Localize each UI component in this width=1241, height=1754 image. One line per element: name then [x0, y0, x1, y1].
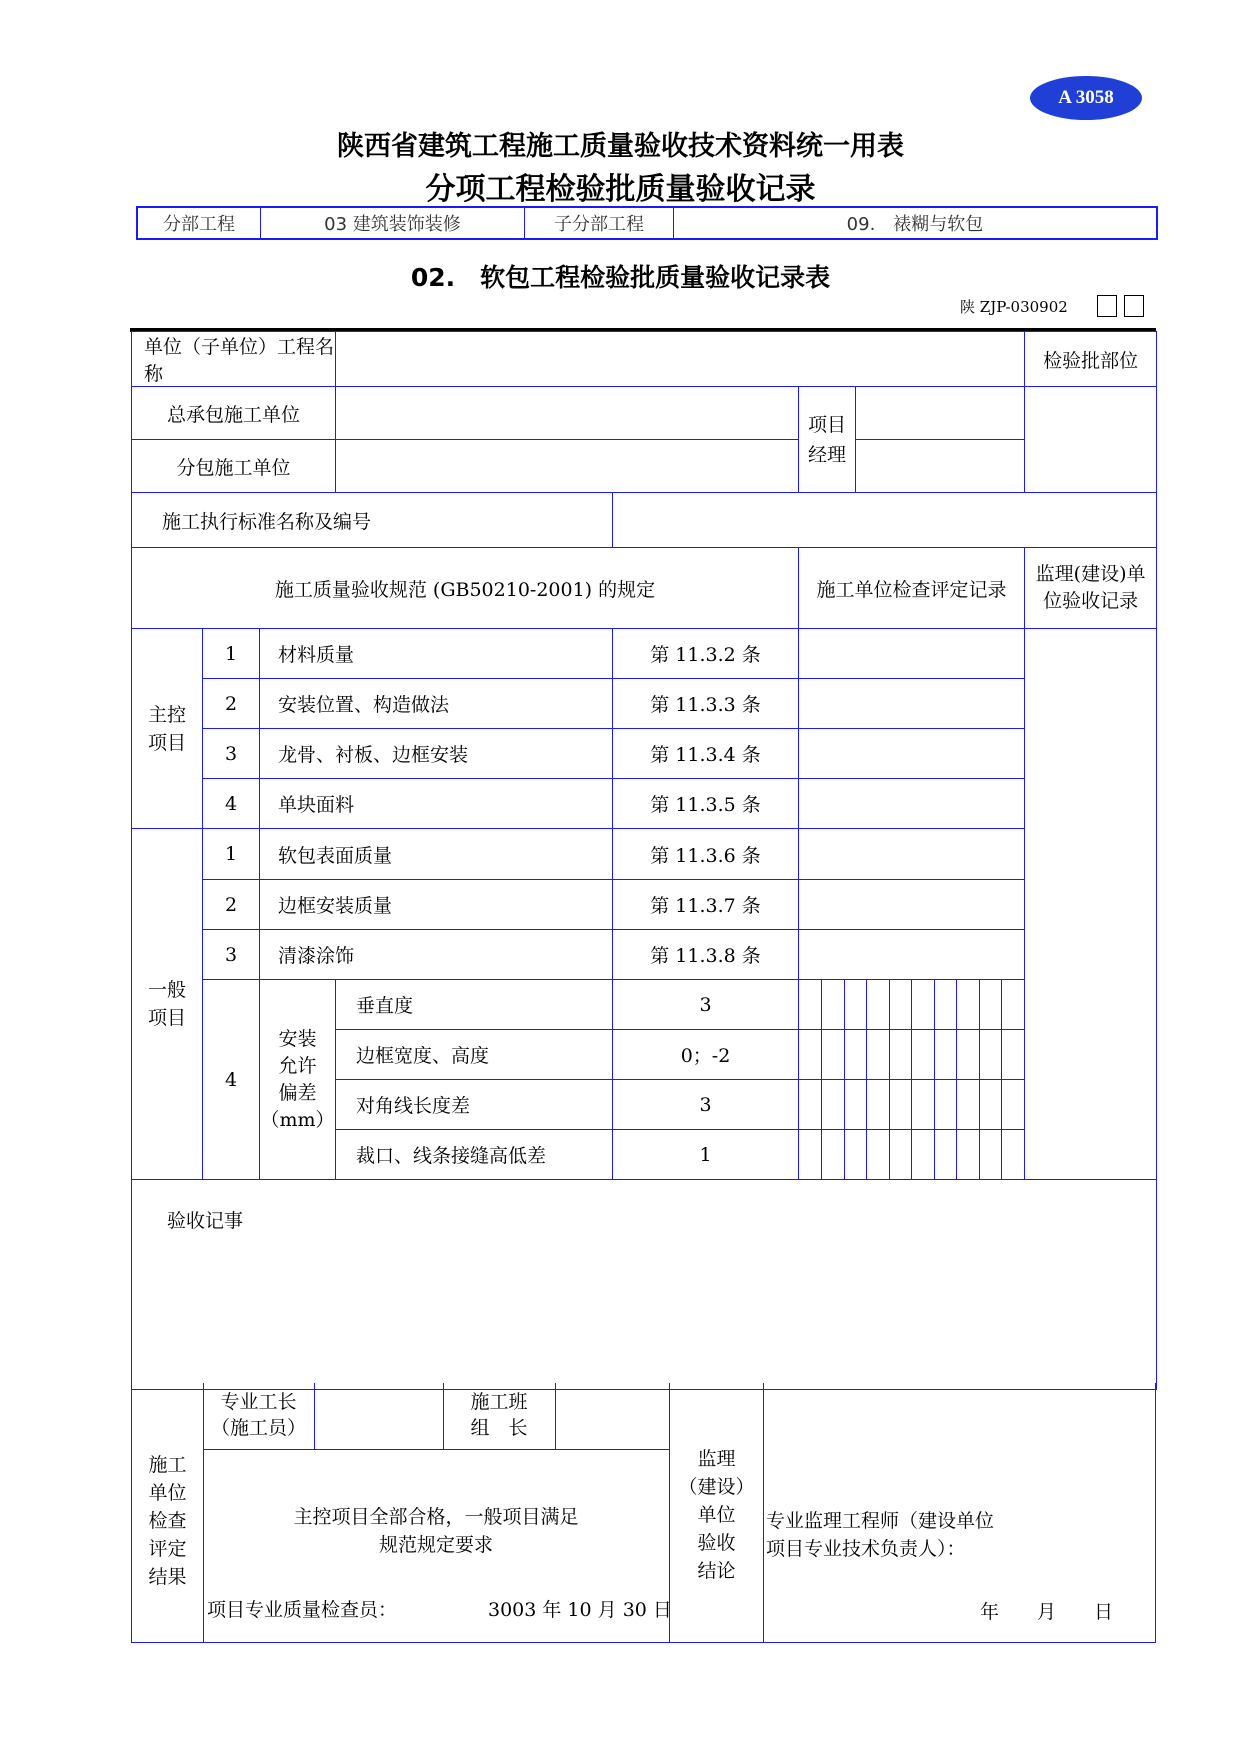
item-name: 安装位置、构造做法: [260, 679, 613, 729]
footer-block: [131, 1383, 1156, 1643]
unit-name-value[interactable]: [336, 332, 1025, 387]
tolerance-value: 3: [613, 980, 799, 1030]
contractor-check-cell[interactable]: [799, 829, 1025, 880]
batch-location-label: 检验批部位: [1025, 332, 1157, 387]
item-name: 软包表面质量: [260, 829, 613, 880]
table-row: [132, 729, 1157, 779]
contractor-check-cell[interactable]: [799, 729, 1025, 779]
tolerance-label: 安装 允许 偏差 （mm）: [260, 980, 336, 1180]
tolerance-item-name: 裁口、线条接缝高低差: [336, 1130, 613, 1180]
item-name: 清漆涂饰: [260, 930, 613, 980]
table-row: [132, 779, 1157, 829]
item-clause: 第 11.3.2 条: [613, 629, 799, 679]
item-number: 1: [203, 829, 260, 880]
team-leader-label: 施工班 组 长: [443, 1383, 556, 1449]
foreman-signature[interactable]: [315, 1383, 444, 1449]
division-value: 03 建筑装饰装修: [261, 207, 525, 239]
main-items-group-label: 主控 项目: [132, 629, 203, 829]
project-manager-value-1[interactable]: [856, 387, 1025, 440]
standard-value[interactable]: [613, 493, 1157, 548]
item-clause: 第 11.3.4 条: [613, 729, 799, 779]
item-name: 单块面料: [260, 779, 613, 829]
item-number: 3: [203, 930, 260, 980]
project-manager-value-2[interactable]: [856, 440, 1025, 493]
tolerance-item-name: 边框宽度、高度: [336, 1030, 613, 1080]
item-clause: 第 11.3.3 条: [613, 679, 799, 729]
item-clause: 第 11.3.6 条: [613, 829, 799, 880]
item-number: 3: [203, 729, 260, 779]
general-contractor-value[interactable]: [336, 387, 799, 440]
table-row: [132, 679, 1157, 729]
foreman-label: 专业工长 （施工员）: [203, 1383, 315, 1449]
subdivision-value: 09. 裱糊与软包: [674, 207, 1158, 239]
table-row: [132, 829, 1157, 880]
remarks-label: 验收记事: [167, 1210, 244, 1232]
code-box-1[interactable]: [1097, 295, 1117, 317]
inspection-table: [131, 331, 1157, 1390]
item-name: 材料质量: [260, 629, 613, 679]
supervisor-date: 年 月 日: [980, 1601, 1114, 1623]
contractor-check-cell[interactable]: [799, 679, 1025, 729]
division-table: [136, 206, 1158, 240]
form-number-badge: [1030, 76, 1142, 120]
contractor-check-label: 施工单位检查评定记录: [799, 548, 1025, 629]
supervisor-label: 监理(建设)单 位验收记录: [1025, 548, 1157, 629]
page-subtitle: 分项工程检验批质量验收记录: [425, 172, 816, 207]
item-name: 边框安装质量: [260, 880, 613, 930]
form-number-text: A 3058: [1058, 87, 1114, 108]
item-number: 2: [203, 880, 260, 930]
supervisor-engineer-label: 专业监理工程师（建设单位 项目专业技术负责人）：: [766, 1510, 995, 1560]
project-manager-label: 项目 经理: [799, 387, 856, 493]
tolerance-item-name: 对角线长度差: [336, 1080, 613, 1130]
item-clause: 第 11.3.5 条: [613, 779, 799, 829]
table-row: [132, 930, 1157, 980]
contractor-conclusion: 主控项目全部合格，一般项目满足 规范规定要求: [293, 1506, 579, 1556]
measurement-cells[interactable]: [799, 1080, 1025, 1130]
page-title: 陕西省建筑工程施工质量验收技术资料统一用表: [337, 131, 904, 162]
contractor-check-cell[interactable]: [799, 629, 1025, 679]
supervisor-conclusion-label: 监理 （建设） 单位 验收 结论: [669, 1383, 764, 1642]
contractor-check-cell[interactable]: [799, 880, 1025, 930]
contractor-result-label: 施工 单位 检查 评定 结果: [132, 1383, 204, 1642]
measurement-cells[interactable]: [799, 1030, 1025, 1080]
item-name: 龙骨、衬板、边框安装: [260, 729, 613, 779]
item-number: 4: [203, 779, 260, 829]
form-code: 陕 ZJP-030902: [960, 298, 1068, 316]
tolerance-value: 0；-2: [613, 1030, 799, 1080]
standard-label: 施工执行标准名称及编号: [132, 493, 613, 548]
code-box-2[interactable]: [1124, 295, 1144, 317]
signature-strip: [203, 1383, 669, 1450]
tolerance-number: 4: [203, 980, 260, 1180]
subcontractor-value[interactable]: [336, 440, 799, 493]
inspector-date: 3003 年 10 月 30 日: [488, 1599, 672, 1621]
subcontractor-label: 分包施工单位: [132, 440, 336, 493]
tolerance-value: 3: [613, 1080, 799, 1130]
contractor-check-cell[interactable]: [799, 930, 1025, 980]
tolerance-value: 1: [613, 1130, 799, 1180]
general-items-group-label: 一般 项目: [132, 829, 203, 1180]
item-number: 2: [203, 679, 260, 729]
contractor-check-cell[interactable]: [799, 779, 1025, 829]
table-row: [132, 980, 1157, 1030]
inspector-label: 项目专业质量检查员：: [207, 1599, 398, 1621]
division-label: 分部工程: [137, 207, 261, 239]
team-leader-signature[interactable]: [556, 1383, 669, 1449]
batch-location-value[interactable]: [1025, 387, 1157, 493]
item-clause: 第 11.3.7 条: [613, 880, 799, 930]
remarks-area[interactable]: [132, 1180, 1157, 1390]
supervisor-record-cell[interactable]: [1025, 629, 1157, 1180]
subdivision-label: 子分部工程: [525, 207, 674, 239]
unit-name-label: 单位（子单位）工程名称: [132, 332, 336, 387]
form-title: 02. 软包工程检验批质量验收记录表: [410, 263, 831, 292]
measurement-cells[interactable]: [799, 1130, 1025, 1180]
measurement-cells[interactable]: [799, 980, 1025, 1030]
spec-label: 施工质量验收规范 (GB50210-2001) 的规定: [132, 548, 799, 629]
item-clause: 第 11.3.8 条: [613, 930, 799, 980]
general-contractor-label: 总承包施工单位: [132, 387, 336, 440]
table-row: [132, 880, 1157, 930]
table-row: [132, 629, 1157, 679]
tolerance-item-name: 垂直度: [336, 980, 613, 1030]
item-number: 1: [203, 629, 260, 679]
